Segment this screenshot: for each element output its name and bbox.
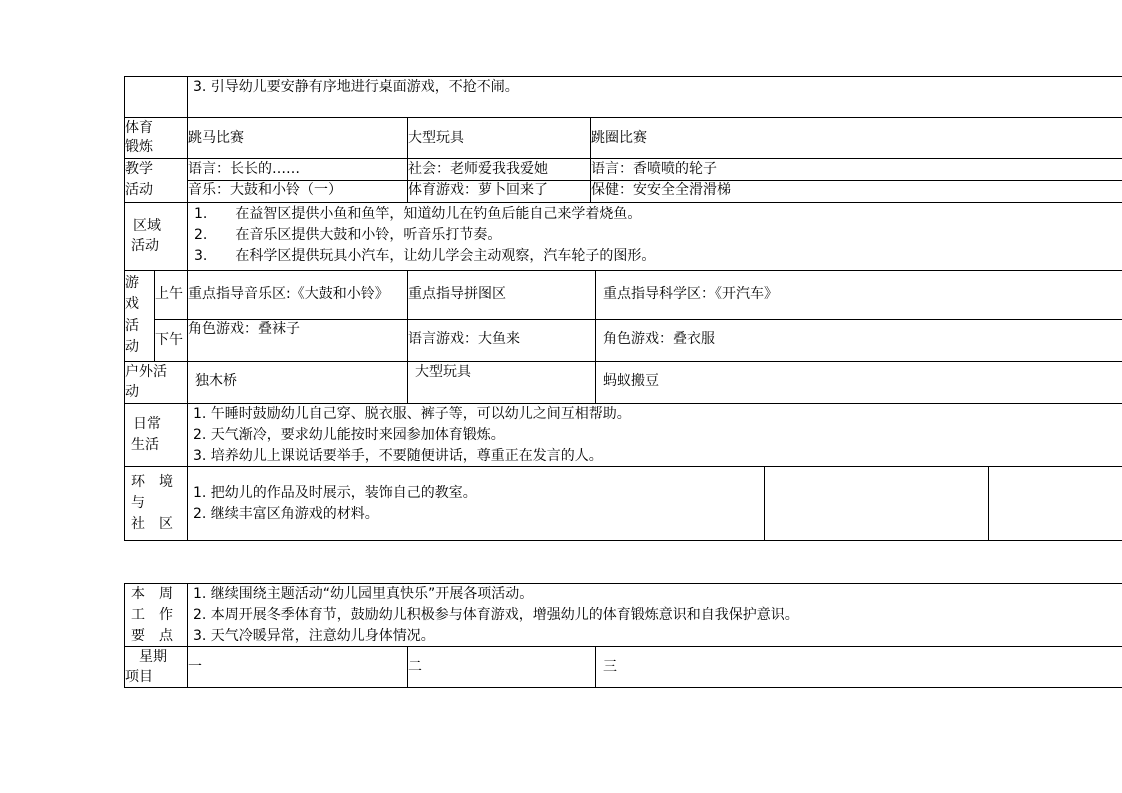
grid-line (124, 76, 1122, 77)
pe-cell: 跳马比赛 (188, 130, 244, 146)
teaching-cell: 社会：老师爱我我爱她 (408, 161, 548, 177)
game-am-label: 上午 (155, 286, 183, 302)
grid-line (124, 583, 1122, 584)
header-weekday-label: 星期 (139, 649, 167, 665)
outdoor-cell: 蚂蚁搬豆 (603, 373, 659, 389)
grid-line (988, 466, 989, 540)
area-label: 活动 (131, 238, 159, 254)
game-pm-label: 下午 (155, 332, 183, 348)
daily-label: 日常 (133, 416, 161, 432)
game-cell: 重点指导拼图区 (408, 286, 506, 302)
outdoor-label: 动 (125, 384, 139, 400)
grid-line (124, 202, 1122, 203)
outdoor-cell: 独木桥 (195, 373, 237, 389)
teaching-cell: 音乐：大鼓和小铃（一） (188, 182, 342, 198)
grid-line (595, 270, 596, 403)
area-item: 2. 在音乐区提供大鼓和小铃，听音乐打节奏。 (194, 227, 502, 243)
grid-line (124, 540, 1122, 541)
env-item: 2. 继续丰富区角游戏的材料。 (193, 506, 379, 522)
header-day-monday: 一 (188, 659, 202, 675)
teaching-cell: 体育游戏：萝卜回来了 (408, 182, 548, 198)
daily-item: 1. 午睡时鼓励幼儿自己穿、脱衣服、裤子等，可以幼儿之间互相帮助。 (193, 406, 631, 422)
env-label: 环 境 (131, 474, 173, 490)
focus-item: 3. 天气冷暖异常，注意幼儿身体情况。 (193, 628, 435, 644)
outdoor-label: 户外活 (125, 364, 167, 380)
focus-item: 1. 继续围绕主题活动“幼儿园里真快乐”开展各项活动。 (193, 586, 534, 602)
grid-line (124, 158, 1122, 159)
grid-line (764, 466, 765, 540)
area-label: 区域 (133, 218, 161, 234)
header-day-wednesday: 三 (603, 659, 617, 675)
grid-line (124, 403, 1122, 404)
env-label: 社 区 (131, 516, 173, 532)
grid-line (124, 117, 1122, 118)
grid-line (595, 646, 596, 687)
game-cell: 语言游戏：大鱼来 (408, 331, 520, 347)
game-label: 动 (125, 339, 139, 355)
teaching-cell: 保健：安安全全滑滑梯 (591, 182, 731, 198)
env-label: 与 (131, 495, 145, 511)
daily-item: 3. 培养幼儿上课说话要举手，不要随便讲话，尊重正在发言的人。 (193, 448, 603, 464)
pe-label: 体育 (125, 120, 153, 136)
teaching-cell: 语言：长长的…… (188, 161, 300, 177)
teaching-label: 活动 (125, 182, 153, 198)
env-item: 1. 把幼儿的作品及时展示，装饰自己的教室。 (193, 485, 477, 501)
pe-cell: 大型玩具 (408, 130, 464, 146)
grid-line (124, 466, 1122, 467)
daily-item: 2. 天气渐冷，要求幼儿能按时来园参加体育锻炼。 (193, 427, 505, 443)
grid-line (124, 270, 1122, 271)
row-top-text: 3. 引导幼儿要安静有序地进行桌面游戏，不抢不闹。 (193, 79, 519, 95)
focus-label: 本 周 (131, 586, 173, 602)
pe-cell: 跳圈比赛 (591, 130, 647, 146)
game-cell: 重点指导科学区：《开汽车》 (603, 286, 778, 302)
area-item: 3. 在科学区提供玩具小汽车，让幼儿学会主动观察，汽车轮子的图形。 (194, 248, 656, 264)
focus-item: 2. 本周开展冬季体育节，鼓励幼儿积极参与体育游戏，增强幼儿的体育锻炼意识和自我保护意识。 (193, 607, 799, 623)
pe-label: 锻炼 (125, 139, 153, 155)
header-item-label: 项目 (125, 669, 153, 685)
game-label: 游 (125, 275, 139, 291)
game-cell: 角色游戏：叠衣服 (603, 331, 715, 347)
daily-label: 生活 (131, 437, 159, 453)
game-cell: 角色游戏：叠袜子 (188, 321, 300, 337)
focus-label: 要 点 (131, 628, 173, 644)
teaching-cell: 语言：香喷喷的轮子 (591, 161, 717, 177)
outdoor-cell: 大型玩具 (415, 364, 471, 380)
game-cell: 重点指导音乐区:《大鼓和小铃》 (188, 286, 389, 302)
grid-line (124, 361, 1122, 362)
teaching-label: 教学 (125, 161, 153, 177)
game-label: 活 (125, 318, 139, 334)
header-day-tuesday: 二 (408, 659, 422, 675)
focus-label: 工 作 (131, 607, 173, 623)
grid-line (124, 646, 1122, 647)
grid-line (124, 687, 1122, 688)
game-label: 戏 (125, 296, 139, 312)
area-item: 1. 在益智区提供小鱼和鱼竿，知道幼儿在钓鱼后能自己来学着烧鱼。 (194, 206, 642, 222)
